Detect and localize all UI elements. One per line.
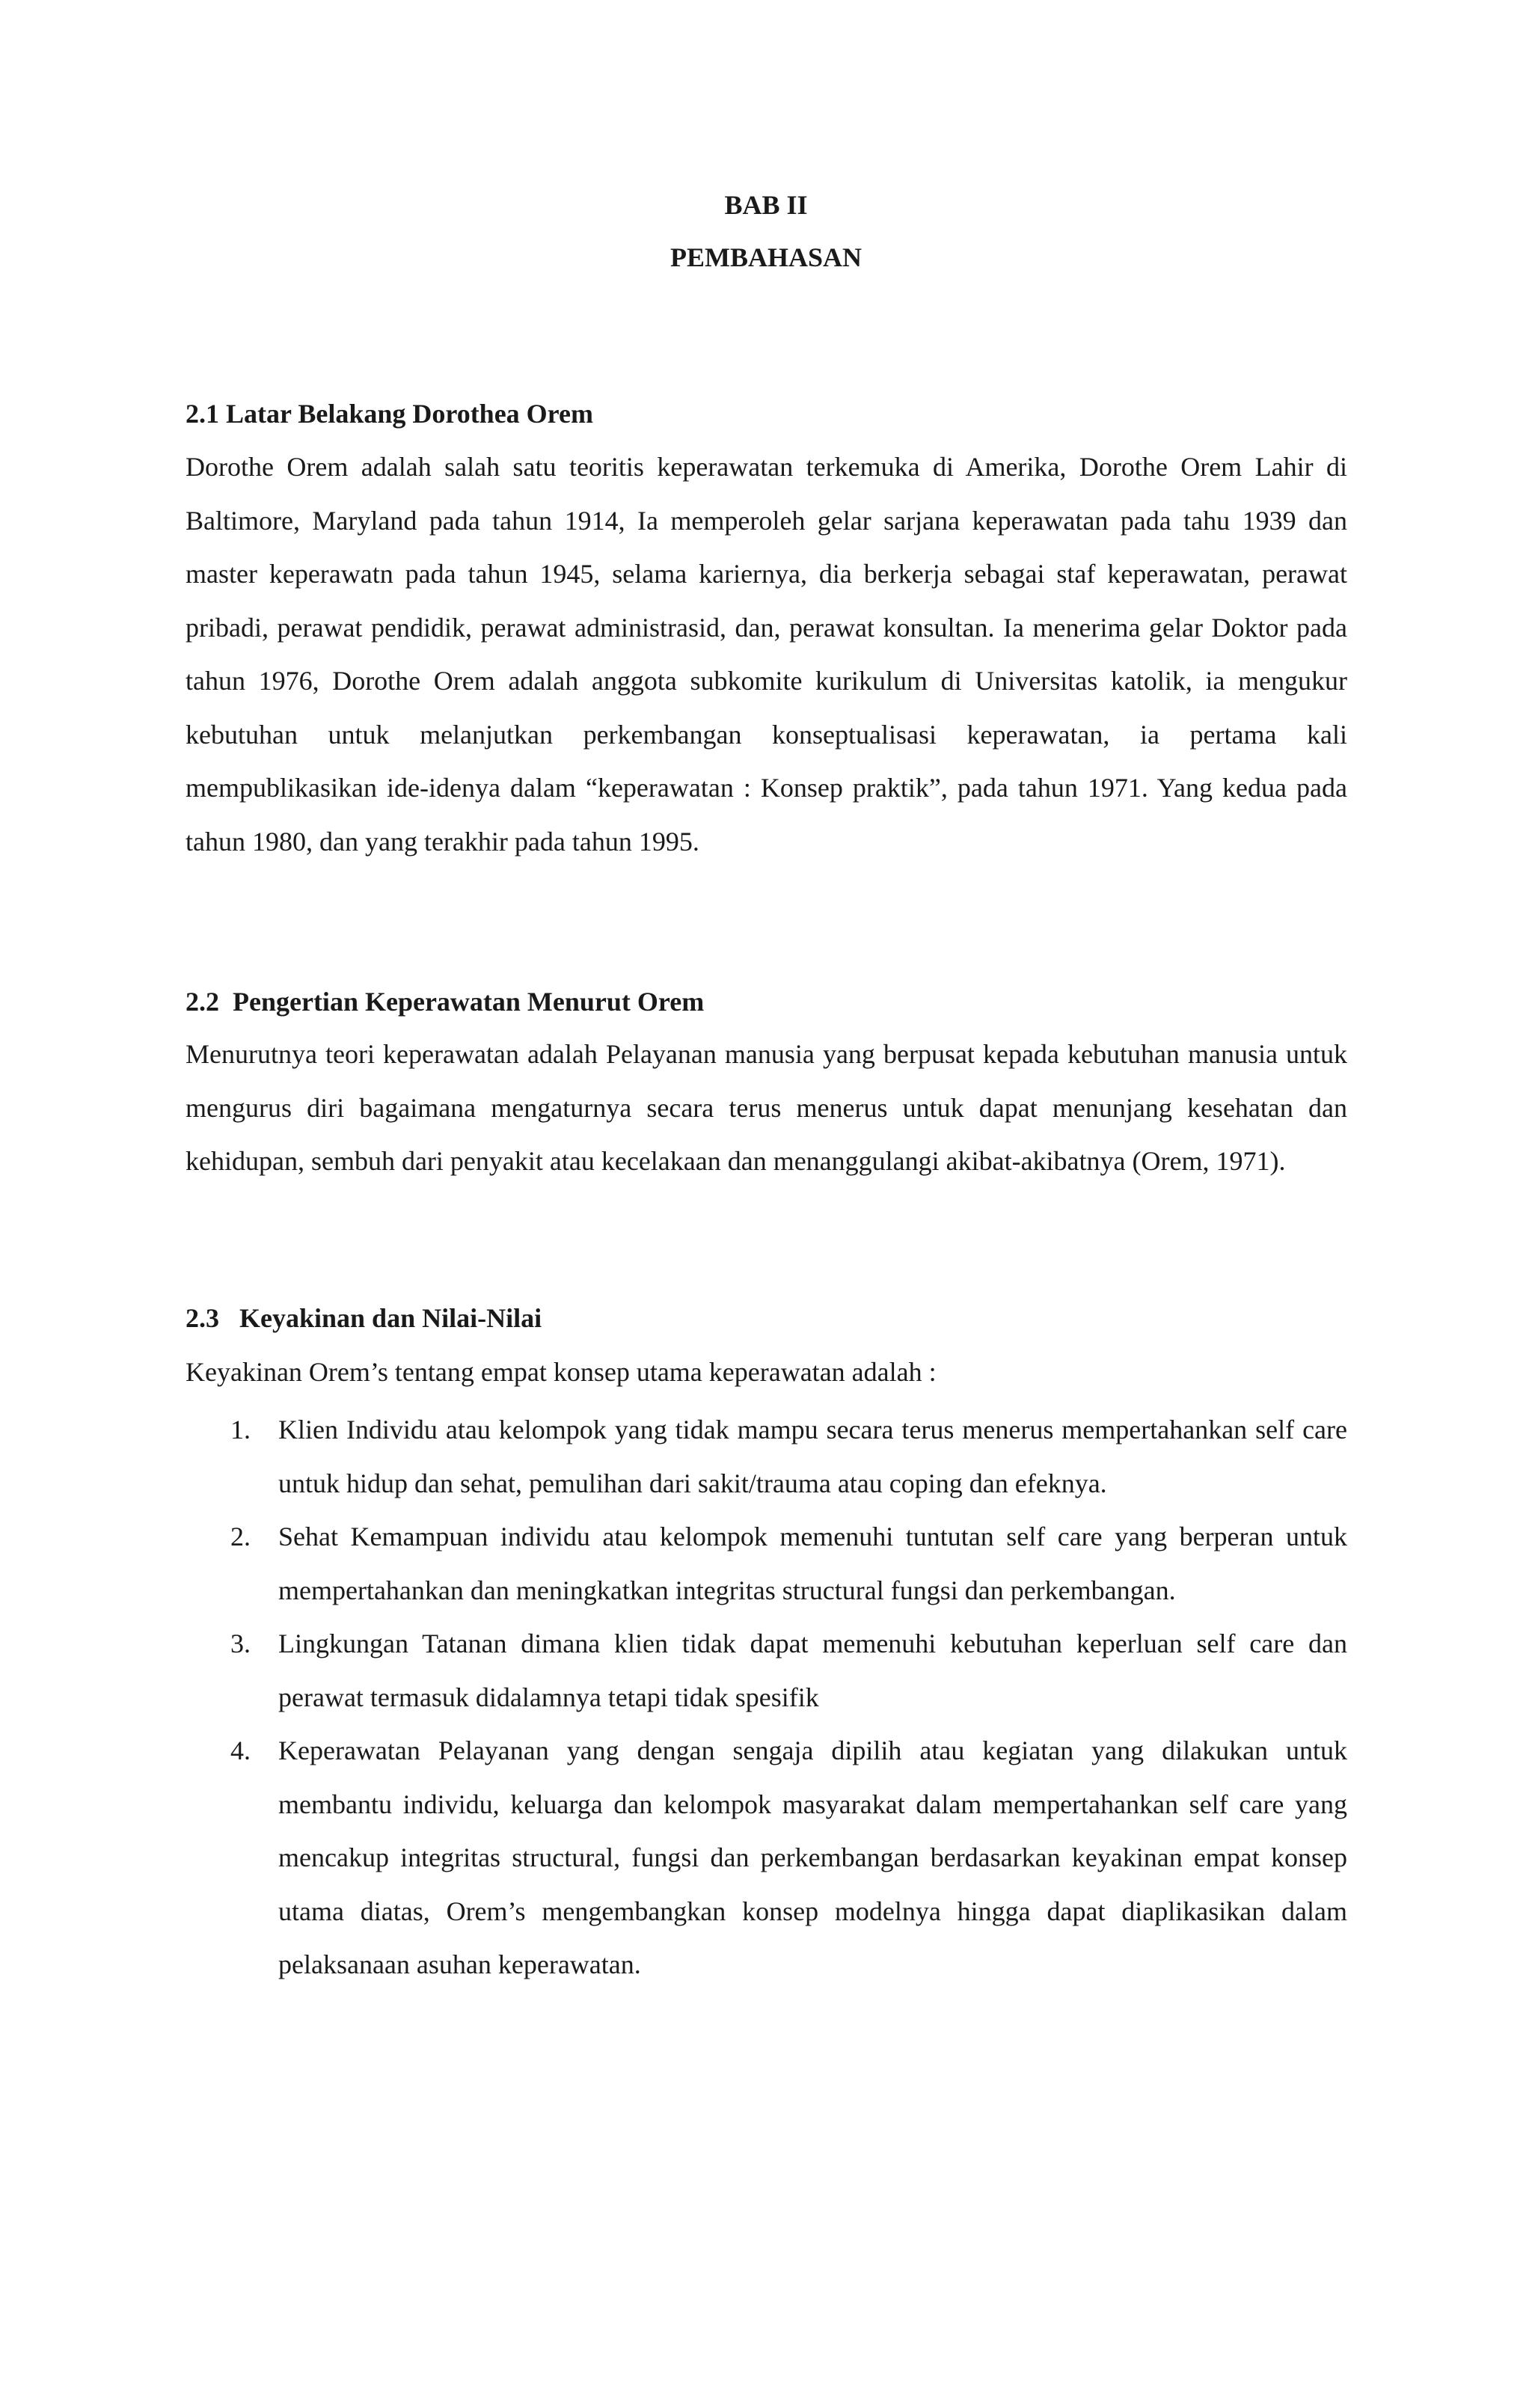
chapter-number: BAB II [724, 190, 808, 220]
section-heading-2-3: 2.3 Keyakinan dan Nilai-Nilai [186, 1303, 542, 1333]
list-number: 1. [230, 1415, 251, 1445]
list-item-klien [186, 1403, 1347, 1510]
section-intro-2-3: Keyakinan Orem’s tentang empat konsep utama keperawatan adalah : [186, 1357, 937, 1387]
list-number: 4. [230, 1735, 251, 1765]
section-heading-2-1: 2.1 Latar Belakang Dorothea Orem [186, 399, 593, 429]
list-item-text: Klien Individu atau kelompok yang tidak mampu secara terus menerus mempertahankan self care untuk hidup dan sehat, pemulihan dari sakit/trauma atau coping dan efeknya. [278, 1415, 1347, 1498]
section-body-2-1: Dorothe Orem adalah salah satu teoritis keperawatan terkemuka di Amerika, Dorothe Orem Lahir di Baltimore, Maryland pada tahun 1914, Ia memperoleh gelar sarjana keperawatan pada tahu 1939 dan master keperawatn pada tahun 1945, selama kariernya, dia berkerja sebagai staf keperawatan, perawat pribadi, perawat pendidik, perawat administrasid, dan, perawat konsultan. Ia menerima gelar Doktor pada tahun 1976, Dorothe Orem adalah anggota subkomite kurikulum di Universitas katolik, ia mengukur kebutuhan untuk melanjutkan perkembangan konseptualisasi keperawatan, ia pertama kali mempublikasikan ide-idenya dalam “keperawatan : Konsep praktik”, pada tahun 1971. Yang kedua pada tahun 1980, dan yang terakhir pada tahun 1995. [186, 452, 1347, 857]
section-body-2-2: Menurutnya teori keperawatan adalah Pelayanan manusia yang berpusat kepada kebutuhan manusia untuk mengurus diri bagaimana mengaturnya secara terus menerus untuk dapat menunjang kesehatan dan kehidupan, sembuh dari penyakit atau kecelakaan dan menanggulangi akibat-akibatnya (Orem, 1971). [186, 1039, 1347, 1176]
list-item-lingkungan [186, 1617, 1347, 1724]
chapter-title: PEMBAHASAN [670, 242, 862, 272]
list-item-sehat [186, 1510, 1347, 1617]
list-item-text: Sehat Kemampuan individu atau kelompok memenuhi tuntutan self care yang berperan untuk mempertahankan dan meningkatkan integritas structural fungsi dan perkembangan. [278, 1522, 1347, 1605]
list-number: 3. [230, 1629, 251, 1658]
list-number: 2. [230, 1522, 251, 1551]
concept-list [186, 1403, 1347, 1992]
list-item-text: Keperawatan Pelayanan yang dengan sengaja dipilih atau kegiatan yang dilakukan untuk membantu individu, keluarga dan kelompok masyarakat dalam mempertahankan self care yang mencakup integritas structural, fungsi dan perkembangan berdasarkan keyakinan empat konsep utama diatas, Orem’s mengembangkan konsep modelnya hingga dapat diaplikasikan dalam pelaksanaan asuhan keperawatan. [278, 1735, 1347, 1979]
list-item-keperawatan [186, 1724, 1347, 1992]
section-heading-2-2: 2.2 Pengertian Keperawatan Menurut Orem [186, 987, 705, 1017]
list-item-text: Lingkungan Tatanan dimana klien tidak dapat memenuhi kebutuhan keperluan self care dan perawat termasuk didalamnya tetapi tidak spesifik [278, 1629, 1347, 1712]
